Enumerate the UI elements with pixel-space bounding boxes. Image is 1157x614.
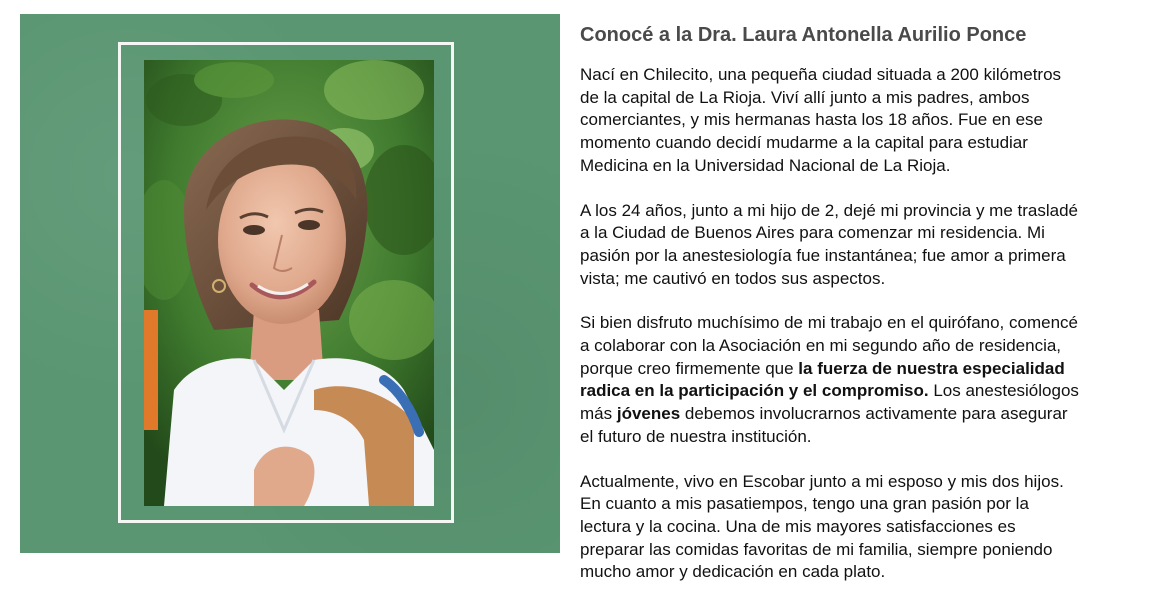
emphasis-text: la fuerza de nuestra especialidad: [798, 358, 1065, 378]
bio-paragraph-origins: [580, 64, 1140, 178]
portrait-photo: [144, 60, 434, 506]
text-fragment: Los anestesiólogos: [928, 381, 1079, 401]
text-line: de la capital de La Rioja. Viví allí junto a mis padres, ambos: [580, 87, 1030, 107]
text-fragment: más: [580, 404, 617, 424]
text-line: momento cuando decidí mudarme a la capital para estudiar: [580, 133, 1028, 153]
emphasis-text: radica en la participación y el compromiso.: [580, 381, 929, 401]
photo-panel: [20, 14, 560, 553]
text-line: Medicina en la Universidad Nacional de La Rioja.: [580, 155, 951, 175]
text-line: a la Ciudad de Buenos Aires para comenzar mi residencia. Mi: [580, 223, 1045, 243]
text-fragment: porque creo firmemente que: [580, 358, 799, 378]
text-line: Actualmente, vivo en Escobar junto a mi esposo y mis dos hijos.: [580, 471, 1064, 491]
text-line: Si bien disfruto muchísimo de mi trabajo en el quirófano, comencé: [580, 313, 1078, 333]
text-line: vista; me cautivó en todos sus aspectos.: [580, 268, 886, 288]
text-line: mucho amor y dedicación en cada plato.: [580, 562, 886, 582]
text-line: A los 24 años, junto a mi hijo de 2, dejé mi provincia y me trasladé: [580, 200, 1078, 220]
text-line: Nací en Chilecito, una pequeña ciudad situada a 200 kilómetros: [580, 65, 1062, 84]
text-line: lectura y la cocina. Una de mis mayores satisfacciones es: [580, 516, 1016, 536]
bio-section: [580, 22, 1140, 606]
text-line: [580, 358, 1140, 381]
text-line: preparar las comidas favoritas de mi familia, siempre poniendo: [580, 539, 1053, 559]
text-line: En cuanto a mis pasatiempos, tengo una gran pasión por la: [580, 494, 1029, 514]
bio-paragraph-residency: [580, 200, 1140, 291]
bio-paragraph-personal: [580, 471, 1140, 585]
text-line: pasión por la anestesiología fue instantánea; fue amor a primera: [580, 245, 1066, 265]
bio-paragraph-association: [580, 312, 1140, 448]
text-line: [580, 403, 1140, 426]
emphasis-text: jóvenes: [616, 404, 681, 424]
text-line: a colaborar con la Asociación en mi segundo año de residencia,: [580, 336, 1062, 356]
text-fragment: debemos involucrarnos activamente para asegurar: [680, 404, 1068, 424]
bio-title: Conocé a la Dra. Laura Antonella Aurilio Ponce: [580, 24, 1027, 46]
text-line: el futuro de nuestra institución.: [580, 426, 812, 446]
text-line: [580, 380, 1140, 403]
text-line: comerciantes, y mis hermanas hasta los 18 años. Fue en ese: [580, 110, 1044, 130]
